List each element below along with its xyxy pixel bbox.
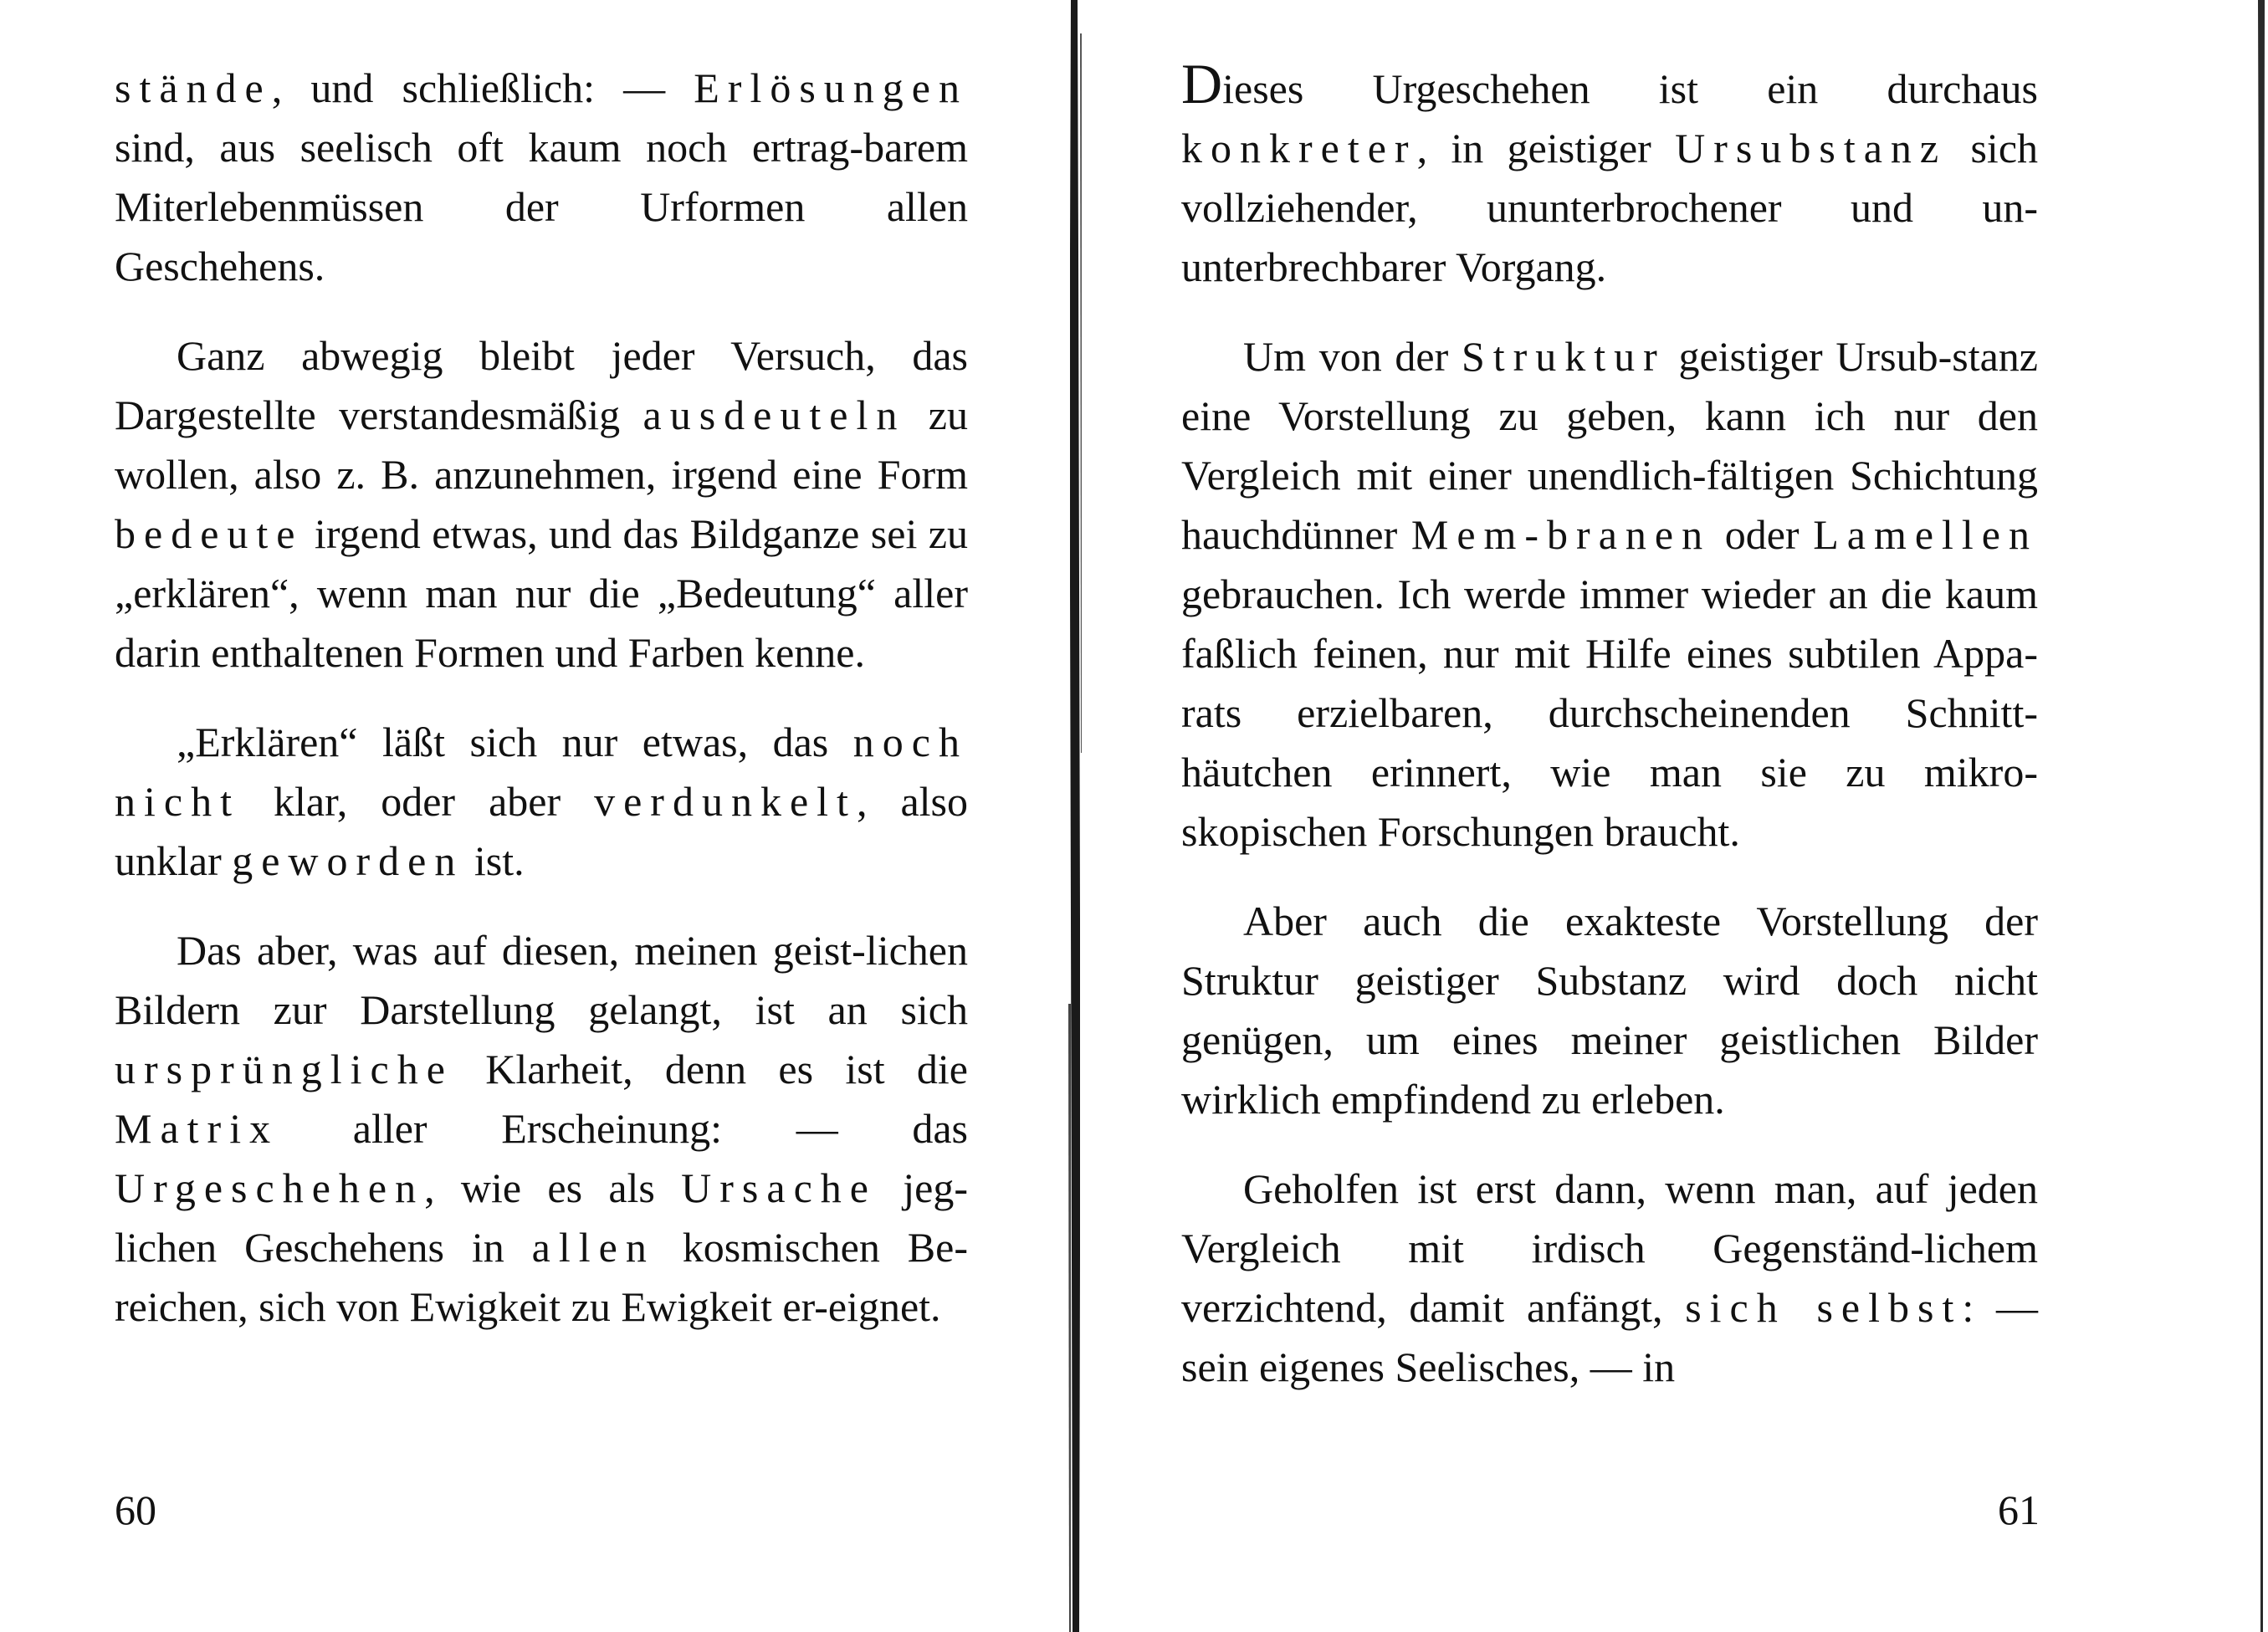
emphasized-spaced-text: sich selbst: [1685, 1284, 1963, 1331]
emphasized-spaced-text: Ursubstanz: [1675, 125, 1948, 171]
left-paragraph-1: [115, 59, 968, 296]
body-text: Geholfen ist erst dann, wenn man, auf jeden Vergleich mit irdisch Gegenständ-lichem verzichtend, damit anfängt,: [1181, 1165, 2038, 1331]
left-page: [0, 0, 1062, 1632]
emphasized-spaced-text: allen: [531, 1224, 655, 1271]
body-text: Ganz abwegig bleibt jeder Versuch, das Dargestellte verstandesmäßig: [115, 332, 968, 438]
page-edge-shadow: [2245, 0, 2268, 1632]
body-text: ieses Urgeschehen ist ein durchaus: [1222, 65, 2038, 112]
emphasized-spaced-text: stände: [115, 64, 272, 111]
right-paragraph-1: [1181, 52, 2039, 297]
emphasized-spaced-text: noch nicht: [115, 719, 968, 825]
body-text: : — sein eigenes Seelisches, — in: [1181, 1284, 2038, 1390]
body-text: ist.: [463, 837, 525, 884]
drop-cap: D: [1181, 52, 1223, 115]
left-paragraph-2: [115, 326, 968, 683]
emphasized-spaced-text: konkreter: [1181, 125, 1417, 171]
right-paragraph-2: [1181, 327, 2038, 862]
right-paragraph-3: [1181, 892, 2038, 1129]
left-page-text: [115, 59, 968, 1337]
body-text: gebrauchen. Ich werde immer wieder an die kaum faßlich feinen, nur mit Hilfe eines subtilen Appa-rats erzielbaren, durchscheinenden Schnitt-häutchen erinnert, wie man sie zu mikro-skopischen Forschungen braucht.: [1181, 570, 2038, 855]
emphasized-spaced-text: Matrix: [115, 1105, 279, 1152]
emphasized-spaced-text: Mem-branen: [1410, 511, 1712, 558]
right-paragraph-4: [1181, 1159, 2038, 1397]
body-text: Um von der: [1243, 333, 1462, 380]
body-text: sich vollziehender, ununterbrochener und un-unterbrechbarer Vorgang.: [1181, 125, 2039, 290]
page-number-left: 60: [115, 1486, 156, 1533]
body-text: geistiger Ursub-stanz eine Vorstellung zu geben, kann ich nur den Vergleich mit einer unendlich-fältigen Schichtung hauchdünner: [1181, 333, 2039, 558]
emphasized-spaced-text: Lamellen: [1813, 511, 2038, 558]
right-page-text: [1181, 52, 2039, 1397]
body-text: klar, oder aber: [239, 778, 595, 825]
body-text: Aber auch die exakteste Vorstellung der Struktur geistiger Substanz wird doch nicht genügen, um eines meiner geistlichen Bilder wirklich empfindend zu erleben.: [1181, 898, 2038, 1123]
emphasized-spaced-text: Ursache: [681, 1164, 877, 1211]
body-text: , also unklar: [115, 778, 968, 884]
emphasized-spaced-text: ausdeuteln: [643, 391, 906, 438]
body-text: Klarheit, denn es ist die: [453, 1046, 968, 1092]
left-paragraph-3: [115, 713, 968, 891]
left-paragraph-4: [115, 921, 968, 1337]
emphasized-spaced-text: geworden: [232, 837, 464, 884]
body-text: irgend etwas, und das Bildganze sei zu „erklären“, wenn man nur die „Bedeutung“ aller darin enthaltenen Formen und Farben kenne.: [115, 510, 968, 676]
emphasized-spaced-text: Urgeschehen: [115, 1164, 425, 1211]
body-text: oder: [1711, 511, 1814, 558]
body-text: , wie es als: [424, 1164, 682, 1211]
emphasized-spaced-text: ursprüngliche: [115, 1046, 453, 1092]
body-text: zu wollen, also z. B. anzunehmen, irgend eine Form: [115, 391, 968, 498]
body-text: „Erklären“ läßt sich nur etwas, das: [177, 719, 853, 765]
emphasized-spaced-text: Erlösungen: [694, 64, 968, 111]
body-text: Das aber, was auf diesen, meinen geist-lichen Bildern zur Darstellung gelangt, ist an sich: [115, 927, 968, 1033]
body-text: , und schließlich: —: [271, 64, 694, 111]
body-text: sind, aus seelisch oft kaum noch ertrag-barem Miterlebenmüssen der Urformen allen Geschehens.: [115, 124, 968, 289]
body-text: jeg-lichen Geschehens in: [115, 1164, 968, 1271]
body-text: , in geistiger: [1416, 125, 1676, 171]
emphasized-spaced-text: bedeute: [115, 510, 304, 557]
emphasized-spaced-text: verdunkelt: [594, 778, 857, 825]
body-text: kosmischen Be-reichen, sich von Ewigkeit zu Ewigkeit er-eignet.: [115, 1224, 968, 1330]
emphasized-spaced-text: Struktur: [1461, 333, 1666, 380]
page-number-right: 61: [1998, 1486, 2040, 1533]
book-gutter-shadow: [1057, 0, 1091, 1632]
right-page: [1088, 0, 2268, 1632]
body-text: aller Erscheinung: — das: [279, 1105, 968, 1152]
